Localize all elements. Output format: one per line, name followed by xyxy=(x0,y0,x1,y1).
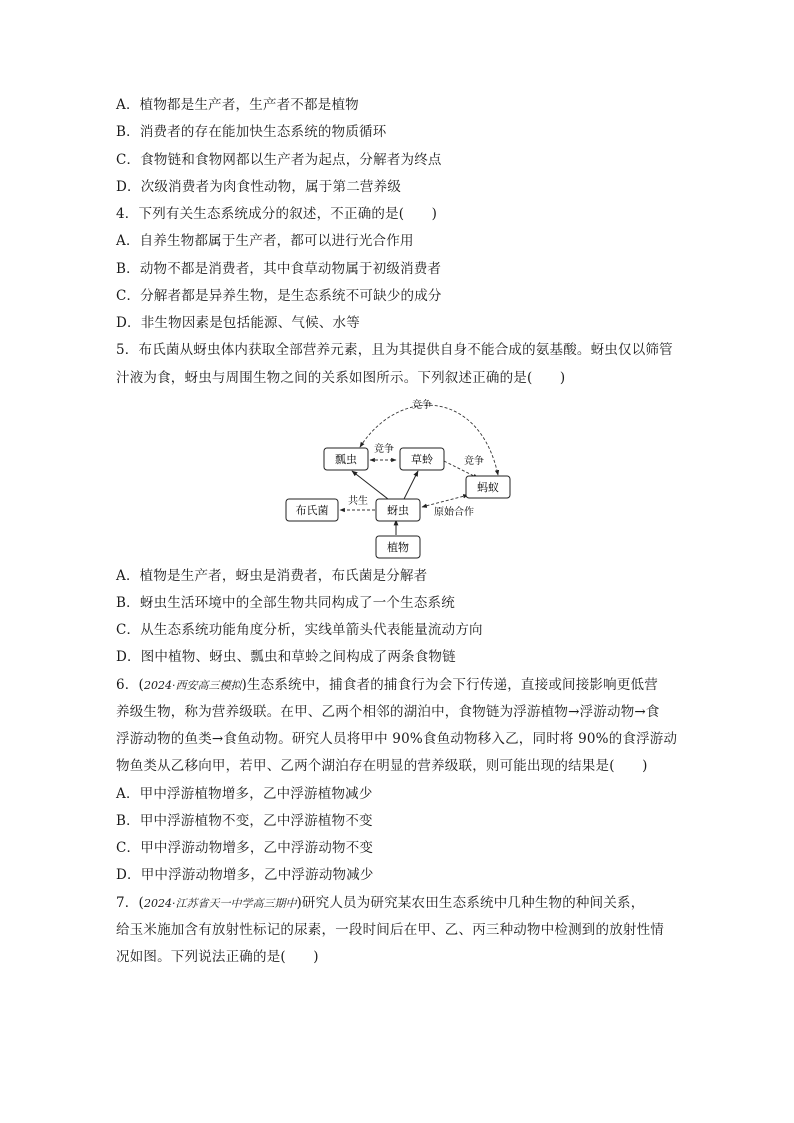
q3-option-b: B．消费者的存在能加快生态系统的物质循环 xyxy=(116,124,387,140)
q7-stem-line-3: 况如图。下列说法正确的是( ) xyxy=(116,949,319,965)
q6-option-c: C．甲中浮游动物增多，乙中浮游动物不变 xyxy=(116,840,374,856)
q6-line1-rest: )生态系统中，捕食者的捕食行为会下行传递，直接或间接影响更低营 xyxy=(241,677,658,693)
node-lacewing-label: 草蛉 xyxy=(411,453,433,466)
q5-stem-line-2: 汁液为食，蚜虫与周围生物之间的关系如图所示。下列叙述正确的是( ) xyxy=(116,370,566,386)
node-plant xyxy=(376,536,420,558)
q5-option-d: D．图中植物、蚜虫、瓢虫和草蛉之间构成了两条食物链 xyxy=(116,649,456,665)
node-brucella-label: 布氏菌 xyxy=(295,504,329,517)
q7-source: 2024·江苏省天一中学高三期中 xyxy=(143,897,297,910)
q3-option-c: C．食物链和食物网都以生产者为起点，分解者为终点 xyxy=(116,152,442,168)
q6-stem-line-1 xyxy=(116,675,658,696)
node-brucella xyxy=(286,499,338,521)
q6-option-d: D．甲中浮游动物增多，乙中浮游动物减少 xyxy=(116,867,374,883)
top-competition-label: 竞争 xyxy=(412,400,432,411)
ladybug-lacewing-label: 竞争 xyxy=(374,444,394,455)
q3-option-a: A．植物都是生产者，生产者不都是植物 xyxy=(116,97,359,113)
node-ladybug-label: 瓢虫 xyxy=(335,453,357,466)
node-ant-label: 蚂蚁 xyxy=(477,481,499,494)
q7-line1-rest: )研究人员为研究某农田生态系统中几种生物的种间关系， xyxy=(296,895,645,911)
cooperation-line xyxy=(422,495,468,507)
q6-option-a: A．甲中浮游植物增多，乙中浮游植物减少 xyxy=(116,786,373,802)
symbiosis-label: 共生 xyxy=(348,496,368,507)
q5-option-c: C．从生态系统功能角度分析，实线单箭头代表能量流动方向 xyxy=(116,622,483,638)
node-aphid xyxy=(376,499,420,521)
node-ant xyxy=(466,476,510,498)
q5-stem-line-1: 5．布氏菌从蚜虫体内获取全部营养元素，且为其提供自身不能合成的氨基酸。蚜虫仅以筛管 xyxy=(116,342,673,358)
q6-source: 2024·西安高三模拟 xyxy=(143,679,242,692)
q5-option-b: B．蚜虫生活环境中的全部生物共同构成了一个生态系统 xyxy=(116,595,455,611)
q5-option-a: A．植物是生产者，蚜虫是消费者，布氏菌是分解者 xyxy=(116,568,428,584)
q4-option-d: D．非生物因素是包括能源、气候、水等 xyxy=(116,315,360,331)
cooperation-label: 原始合作 xyxy=(434,507,474,518)
q6-option-b: B．甲中浮游植物不变，乙中浮游植物不变 xyxy=(116,813,373,829)
q4-option-a: A．自养生物都属于生产者，都可以进行光合作用 xyxy=(116,233,414,249)
q6-stem-line-2: 养级生物，称为营养级联。在甲、乙两个相邻的湖泊中，食物链为浮游植物→浮游动物→食 xyxy=(116,704,660,720)
q4-option-c: C．分解者都是异养生物，是生态系统不可缺少的成分 xyxy=(116,288,442,304)
node-ladybug xyxy=(324,448,368,470)
q7-number: 7．( xyxy=(116,895,144,911)
q4-option-b: B．动物不都是消费者，其中食草动物属于初级消费者 xyxy=(116,261,442,277)
food-web-diagram xyxy=(280,395,520,561)
aphid-to-ladybug-arrow xyxy=(352,471,388,499)
node-aphid-label: 蚜虫 xyxy=(387,504,409,517)
q4-stem: 4．下列有关生态系统成分的叙述，不正确的是( ) xyxy=(116,206,438,222)
node-lacewing xyxy=(400,448,444,470)
node-plant-label: 植物 xyxy=(387,541,409,554)
aphid-to-lacewing-arrow xyxy=(404,471,418,499)
q7-stem-line-1 xyxy=(116,893,644,914)
lacewing-ant-label: 竞争 xyxy=(464,456,484,467)
q6-stem-line-4: 物鱼类从乙移向甲，若甲、乙两个湖泊存在明显的营养级联，则可能出现的结果是( ) xyxy=(116,758,648,774)
q3-option-d: D．次级消费者为肉食性动物，属于第二营养级 xyxy=(116,179,402,195)
q7-stem-line-2: 给玉米施加含有放射性标记的尿素，一段时间后在甲、乙、丙三种动物中检测到的放射性情 xyxy=(116,922,664,938)
q6-number: 6．( xyxy=(116,677,144,693)
q6-stem-line-3: 浮游动物的鱼类→食鱼动物。研究人员将甲中 90%食鱼动物移入乙，同时将 90%的食浮游动 xyxy=(116,731,678,747)
